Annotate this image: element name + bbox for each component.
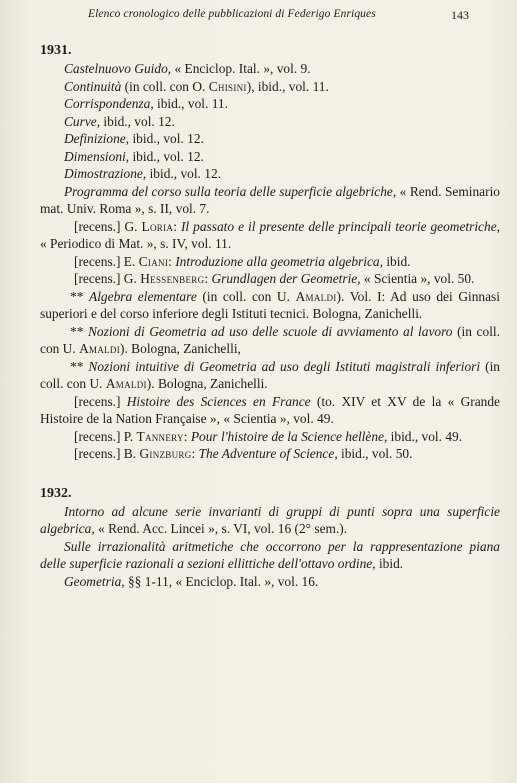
entry-title: Definizione bbox=[64, 131, 126, 146]
section-1931 bbox=[40, 42, 500, 463]
entry-text: ). Vol. I: Ad uso dei Ginnasi superiori e del corso inferiore degli Istituti tecnici. Bologna, Zanichelli. bbox=[40, 288, 500, 321]
bibliography-entry bbox=[40, 393, 500, 428]
entry-text: [recens.] G. bbox=[74, 271, 141, 286]
section-1932 bbox=[40, 485, 500, 591]
entry-list bbox=[40, 503, 500, 591]
entry-title: Nozioni di Geometria ad uso delle scuole di avviamento al lavoro bbox=[87, 323, 453, 339]
bibliography-entry bbox=[40, 130, 500, 148]
entry-text: , ibid. bbox=[379, 253, 411, 269]
bibliography-entry bbox=[40, 428, 500, 446]
bibliography-entry bbox=[40, 573, 500, 591]
author-name: Chisini bbox=[208, 78, 247, 94]
entry-text: , ibid., vol. 11. bbox=[150, 96, 228, 111]
bibliography-entry bbox=[40, 148, 500, 166]
entry-text: : bbox=[204, 271, 212, 286]
entry-title: Curve bbox=[64, 113, 97, 129]
entry-text: , « Periodico di Mat. », s. IV, vol. 11. bbox=[40, 218, 500, 251]
bibliography-entry bbox=[40, 288, 500, 323]
bibliography-entry bbox=[40, 95, 500, 113]
entry-text: , « Scientia », vol. 50. bbox=[357, 271, 475, 286]
entry-text: ** bbox=[70, 358, 89, 374]
bibliography-entry bbox=[40, 503, 500, 538]
entry-text: : bbox=[191, 446, 199, 461]
entry-text: , ibid., vol. 12. bbox=[142, 166, 221, 181]
entry-title: Il passato e il presente delle principali teorie geometriche bbox=[180, 218, 497, 234]
entry-text: ). Bologna, Zanichelli, bbox=[120, 341, 241, 356]
bibliography-entry bbox=[40, 270, 500, 288]
entry-text: , ibid., vol. 12. bbox=[125, 148, 204, 164]
entry-text: : bbox=[173, 218, 181, 234]
bibliography-entry bbox=[40, 538, 500, 573]
entry-title: Geometria bbox=[64, 573, 122, 589]
entry-text: ** bbox=[70, 323, 88, 339]
entry-text: (in coll. con O. bbox=[121, 78, 209, 94]
entry-text: (to. XIV et XV de la « Grande Histoire de la Nation Française », « Scientia », vol. 49. bbox=[40, 393, 500, 426]
entry-text: ). Bologna, Zanichelli. bbox=[146, 376, 268, 391]
entry-text: , « Enciclop. Ital. », vol. 9. bbox=[167, 61, 311, 76]
entry-text: , ibid., vol. 12. bbox=[96, 113, 175, 129]
author-name: Amaldi bbox=[295, 288, 337, 304]
entry-title: Algebra elementare bbox=[89, 288, 197, 304]
entry-text: , ibid., vol. 12. bbox=[125, 131, 204, 146]
entry-text: (in coll. con U. bbox=[40, 323, 500, 356]
entry-text: : bbox=[168, 253, 176, 269]
author-name: Tannery bbox=[136, 428, 184, 444]
entry-title: Programma del corso sulla teoria delle superficie algebriche bbox=[64, 183, 393, 199]
entry-title: Corrispondenza bbox=[64, 96, 151, 111]
entry-title: Histoire des Sciences en France bbox=[126, 393, 311, 409]
author-name: Ginzburg bbox=[139, 446, 192, 461]
entry-text: [recens.] bbox=[74, 393, 127, 409]
entry-text: ** bbox=[70, 288, 90, 304]
entry-text: [recens.] G. bbox=[74, 218, 142, 234]
entry-text: [recens.] E. bbox=[74, 253, 139, 269]
running-head: Elenco cronologico delle pubblicazioni di Federigo Enriques bbox=[88, 8, 376, 20]
entry-title: Intorno ad alcune serie invarianti di gruppi di punti sopra una superficie algebrica bbox=[40, 503, 500, 536]
bibliography-entry bbox=[40, 165, 500, 183]
entry-text: : bbox=[183, 428, 191, 444]
entry-title: The Adventure of Science bbox=[198, 446, 335, 461]
bibliography-entry bbox=[40, 113, 500, 131]
entry-title: Pour l'histoire de la Science hellène bbox=[190, 428, 384, 444]
entry-text: , ibid. bbox=[372, 556, 404, 571]
entry-title: Continuità bbox=[64, 78, 122, 94]
author-name: Loria bbox=[141, 218, 174, 234]
entry-title: Dimensioni bbox=[64, 148, 126, 164]
entry-text: , « Rend. Seminario mat. Univ. Roma », s. II, vol. 7. bbox=[40, 183, 500, 216]
entry-text: [recens.] P. bbox=[74, 428, 137, 444]
entry-title: Grundlagen der Geometrie bbox=[211, 271, 358, 286]
entry-text: , §§ 1-11, « Enciclop. Ital. », vol. 16. bbox=[121, 573, 319, 589]
entry-text: (in coll. con U. bbox=[196, 288, 296, 304]
bibliography-entry bbox=[40, 218, 500, 253]
entry-title: Dimostrazione bbox=[64, 166, 143, 181]
bibliography-entry bbox=[40, 358, 500, 393]
author-name: Amaldi bbox=[79, 341, 121, 356]
bibliography-entry bbox=[40, 445, 500, 463]
entry-text: [recens.] B. bbox=[74, 446, 140, 461]
bibliography-entry bbox=[40, 183, 500, 218]
year-heading: 1932. bbox=[40, 485, 72, 501]
entry-text: , « Rend. Acc. Lincei », s. VI, vol. 16 (2° sem.). bbox=[91, 521, 348, 536]
author-name: Amaldi bbox=[105, 376, 147, 391]
entry-title: Castelnuovo Guido bbox=[64, 61, 168, 76]
entry-text: ), ibid., vol. 11. bbox=[246, 78, 329, 94]
entry-list bbox=[40, 60, 500, 463]
page-number: 143 bbox=[451, 8, 469, 22]
bibliography-entry bbox=[40, 253, 500, 271]
entry-title: Nozioni intuitive di Geometria ad uso degli Istituti magistrali inferiori bbox=[88, 358, 481, 374]
entry-text: (in coll. con U. bbox=[40, 358, 500, 391]
bibliography-content bbox=[40, 42, 500, 590]
year-heading: 1931. bbox=[40, 43, 72, 58]
bibliography-entry bbox=[40, 60, 500, 78]
author-name: Hessenberg bbox=[140, 271, 205, 286]
author-name: Ciani bbox=[138, 253, 169, 269]
entry-title: Introduzione alla geometria algebrica bbox=[175, 253, 380, 269]
entry-text: , ibid., vol. 49. bbox=[383, 428, 463, 444]
entry-title: Sulle irrazionalità aritmetiche che occorrono per la rappresentazione piana delle superficie razionali a sezioni ellittiche dell'ottavo ordine bbox=[40, 538, 500, 571]
bibliography-entry bbox=[40, 323, 500, 358]
bibliography-entry bbox=[40, 78, 500, 96]
entry-text: , ibid., vol. 50. bbox=[334, 446, 413, 461]
